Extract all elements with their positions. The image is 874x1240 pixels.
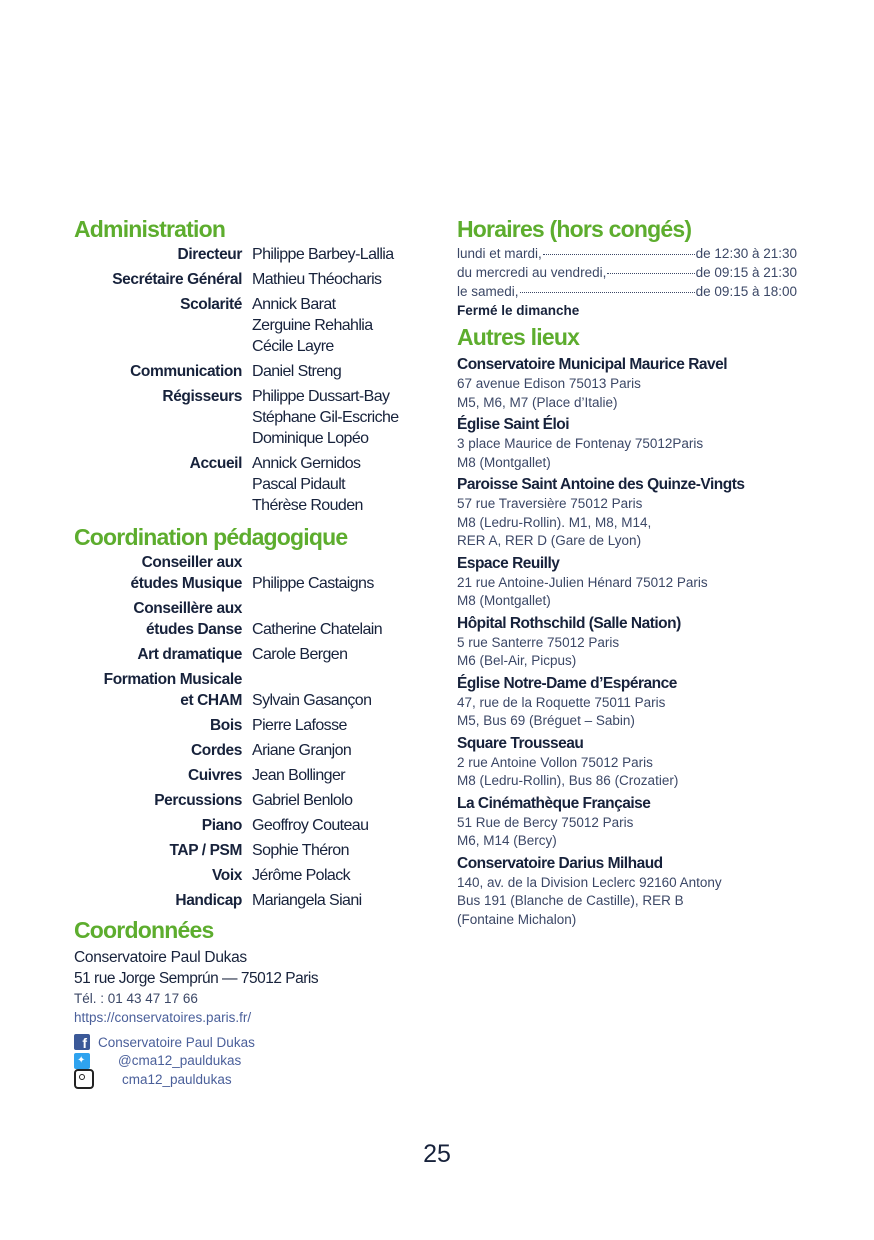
hours-row xyxy=(457,263,797,282)
staff-name: Sophie Théron xyxy=(252,842,349,859)
staff-name: Daniel Streng xyxy=(252,363,342,380)
staff-name: Gabriel Benlolo xyxy=(252,792,353,809)
place-line: 47, rue de la Roquette 75011 Paris xyxy=(457,694,666,710)
role-line: Art dramatique xyxy=(137,646,242,663)
place-line: 57 rue Traversière 75012 Paris xyxy=(457,496,643,511)
horaires-heading: Horaires (hors congés) xyxy=(457,216,692,242)
social-facebook[interactable] xyxy=(74,1033,444,1052)
place-line: M8 (Ledru-Rollin). M1, M8, M14, xyxy=(457,514,652,530)
role-line: Piano xyxy=(201,817,242,834)
staff-name: Zerguine Rehahlia xyxy=(252,317,373,334)
staff-names xyxy=(252,765,345,786)
place-line: 140, av. de la Division Leclerc 92160 Antony xyxy=(457,874,722,890)
hours-time: de 09:15 à 21:30 xyxy=(695,265,797,280)
hours-row xyxy=(457,282,797,301)
staff-row xyxy=(74,790,444,811)
contact-address: 51 rue Jorge Semprún — 75012 Paris xyxy=(74,970,319,987)
staff-names xyxy=(252,294,373,357)
staff-role xyxy=(74,765,242,786)
place-line: RER A, RER D (Gare de Lyon) xyxy=(457,533,642,548)
social-links xyxy=(74,1033,444,1089)
staff-row xyxy=(74,740,444,761)
staff-name: Mathieu Théocharis xyxy=(252,271,382,288)
place-item xyxy=(457,613,847,671)
staff-role xyxy=(74,790,242,811)
place-line: 21 rue Antoine-Julien Hénard 75012 Paris xyxy=(457,574,708,590)
staff-row xyxy=(74,644,444,665)
website-link[interactable]: https://conservatoires.paris.fr/ xyxy=(74,1010,252,1025)
role-line: TAP / PSM xyxy=(169,842,242,859)
place-line: M5, Bus 69 (Bréguet – Sabin) xyxy=(457,713,635,728)
place-item xyxy=(457,474,847,551)
staff-names xyxy=(252,690,371,711)
role-line: études Danse xyxy=(146,621,242,638)
staff-name: Geoffroy Couteau xyxy=(252,817,369,834)
staff-row xyxy=(74,361,444,382)
social-label: cma12_pauldukas xyxy=(122,1071,232,1087)
staff-role xyxy=(74,740,242,761)
role-line: Voix xyxy=(212,867,242,884)
role-line: Accueil xyxy=(189,455,242,472)
staff-name: Dominique Lopéo xyxy=(252,430,369,447)
staff-names xyxy=(252,815,368,836)
staff-role xyxy=(74,840,242,861)
place-line: 2 rue Antoine Vollon 75012 Paris xyxy=(457,754,653,770)
place-name: Square Trousseau xyxy=(457,734,584,752)
coordonnees-heading: Coordonnées xyxy=(74,917,214,943)
role-line: études Musique xyxy=(130,575,242,592)
hours-time: de 12:30 à 21:30 xyxy=(695,246,797,261)
hours-row xyxy=(457,244,797,263)
right-column xyxy=(457,214,847,930)
staff-names xyxy=(252,790,352,811)
staff-names xyxy=(252,386,399,449)
staff-name: Philippe Castaigns xyxy=(252,575,374,592)
dot-leader xyxy=(543,254,695,255)
coordination-heading: Coordination pédagogique xyxy=(74,524,348,550)
staff-name: Carole Bergen xyxy=(252,646,348,663)
staff-role xyxy=(74,865,242,886)
place-item xyxy=(457,793,847,851)
place-line: M6 (Bel-Air, Picpus) xyxy=(457,653,577,668)
staff-role xyxy=(74,244,242,265)
role-line: Conseillère aux xyxy=(133,600,242,617)
staff-role xyxy=(74,386,242,449)
staff-name: Sylvain Gasançon xyxy=(252,692,372,709)
social-instagram[interactable] xyxy=(74,1070,444,1089)
contact-phone: Tél. : 01 43 47 17 66 xyxy=(74,991,198,1006)
place-item xyxy=(457,553,847,611)
place-item xyxy=(457,853,847,930)
role-line: Percussions xyxy=(154,792,242,809)
place-name: Espace Reuilly xyxy=(457,554,560,572)
role-line: Formation Musicale xyxy=(103,671,242,688)
place-name: Église Saint Éloi xyxy=(457,416,570,433)
staff-name: Annick Gernidos xyxy=(252,455,361,472)
staff-row xyxy=(74,244,444,265)
staff-name: Annick Barat xyxy=(252,296,336,313)
staff-row xyxy=(74,386,444,449)
staff-role xyxy=(74,294,242,357)
page-number: 25 xyxy=(423,1140,451,1168)
place-name: Église Notre-Dame d’Espérance xyxy=(457,674,677,692)
staff-name: Thérèse Rouden xyxy=(252,497,363,514)
dot-leader xyxy=(607,273,694,274)
hours-days: du mercredi au vendredi, xyxy=(457,265,607,280)
places-list xyxy=(457,354,847,929)
staff-role xyxy=(74,361,242,382)
place-item xyxy=(457,354,847,412)
facebook-icon: f xyxy=(74,1034,90,1050)
place-item xyxy=(457,673,847,731)
staff-role xyxy=(74,598,242,640)
staff-row xyxy=(74,598,444,640)
social-twitter[interactable] xyxy=(74,1052,444,1071)
staff-names xyxy=(252,361,341,382)
autres-lieux-heading: Autres lieux xyxy=(457,324,580,350)
role-line: Cuivres xyxy=(187,767,242,784)
staff-name: Ariane Granjon xyxy=(252,742,352,759)
staff-role xyxy=(74,715,242,736)
role-line: Scolarité xyxy=(180,296,242,313)
place-name: Conservatoire Darius Milhaud xyxy=(457,854,663,872)
staff-names xyxy=(252,269,381,290)
staff-names xyxy=(252,865,350,886)
role-line: Secrétaire Général xyxy=(112,271,242,288)
staff-names xyxy=(252,890,362,911)
staff-names xyxy=(252,740,351,761)
role-line: Conseiller aux xyxy=(141,554,242,571)
staff-row xyxy=(74,294,444,357)
left-column xyxy=(74,214,444,1089)
staff-row xyxy=(74,453,444,516)
twitter-icon: ✦ xyxy=(74,1053,90,1069)
place-item xyxy=(457,414,847,472)
contact-name: Conservatoire Paul Dukas xyxy=(74,949,247,966)
hours-days: lundi et mardi, xyxy=(457,246,542,261)
hours-time: de 09:15 à 18:00 xyxy=(695,284,797,299)
staff-role xyxy=(74,815,242,836)
hours-list xyxy=(457,244,847,301)
place-line: M8 (Montgallet) xyxy=(457,454,551,470)
staff-name: Cécile Layre xyxy=(252,338,334,355)
role-line: Régisseurs xyxy=(162,388,242,405)
social-label: Conservatoire Paul Dukas xyxy=(98,1034,255,1050)
staff-name: Pierre Lafosse xyxy=(252,717,347,734)
staff-names xyxy=(252,573,374,594)
role-line: Directeur xyxy=(177,246,242,263)
staff-names xyxy=(252,244,394,265)
place-line: 3 place Maurice de Fontenay 75012Paris xyxy=(457,436,704,451)
staff-names xyxy=(252,840,349,861)
social-label: @cma12_pauldukas xyxy=(118,1053,242,1069)
role-line: Handicap xyxy=(175,892,242,909)
staff-name: Catherine Chatelain xyxy=(252,621,383,638)
role-line: Communication xyxy=(130,363,242,380)
place-name: Paroisse Saint Antoine des Quinze-Vingts xyxy=(457,476,745,493)
staff-row xyxy=(74,552,444,594)
administration-heading: Administration xyxy=(74,216,226,242)
staff-names xyxy=(252,644,347,665)
staff-name: Philippe Dussart-Bay xyxy=(252,388,390,405)
staff-row xyxy=(74,669,444,711)
place-line: M5, M6, M7 (Place d’Italie) xyxy=(457,394,618,410)
place-line: M8 (Ledru-Rollin), Bus 86 (Crozatier) xyxy=(457,773,679,788)
staff-row xyxy=(74,840,444,861)
dot-leader xyxy=(520,292,695,293)
place-line: M8 (Montgallet) xyxy=(457,593,551,608)
place-name: La Cinémathèque Française xyxy=(457,794,651,812)
staff-row xyxy=(74,865,444,886)
place-name: Conservatoire Municipal Maurice Ravel xyxy=(457,356,728,373)
staff-row xyxy=(74,715,444,736)
place-line: Bus 191 (Blanche de Castille), RER B xyxy=(457,893,684,908)
staff-name: Mariangela Siani xyxy=(252,892,362,909)
staff-role xyxy=(74,453,242,516)
place-name: Hôpital Rothschild (Salle Nation) xyxy=(457,614,681,632)
role-line: Bois xyxy=(210,717,242,734)
place-line: 5 rue Santerre 75012 Paris xyxy=(457,634,620,650)
role-line: et CHAM xyxy=(180,692,242,709)
place-item xyxy=(457,733,847,791)
staff-role xyxy=(74,552,242,594)
staff-name: Jean Bollinger xyxy=(252,767,345,784)
place-line: (Fontaine Michalon) xyxy=(457,911,577,927)
staff-name: Stéphane Gil-Escriche xyxy=(252,409,399,426)
staff-names xyxy=(252,619,382,640)
coordination-list xyxy=(74,552,444,911)
instagram-icon xyxy=(74,1069,94,1089)
staff-row xyxy=(74,815,444,836)
staff-role xyxy=(74,669,242,711)
staff-role xyxy=(74,644,242,665)
administration-list xyxy=(74,244,444,516)
place-line: 51 Rue de Bercy 75012 Paris xyxy=(457,814,634,830)
staff-role xyxy=(74,890,242,911)
staff-row xyxy=(74,890,444,911)
staff-name: Philippe Barbey-Lallia xyxy=(252,246,394,263)
staff-row xyxy=(74,269,444,290)
staff-names xyxy=(252,453,363,516)
place-line: 67 avenue Edison 75013 Paris xyxy=(457,376,641,391)
staff-role xyxy=(74,269,242,290)
role-line: Cordes xyxy=(190,742,242,759)
closed-note: Fermé le dimanche xyxy=(457,303,580,318)
staff-name: Jérôme Polack xyxy=(252,867,351,884)
staff-names xyxy=(252,715,347,736)
hours-days: le samedi, xyxy=(457,284,519,299)
place-line: M6, M14 (Bercy) xyxy=(457,833,557,848)
staff-row xyxy=(74,765,444,786)
staff-name: Pascal Pidault xyxy=(252,476,345,493)
